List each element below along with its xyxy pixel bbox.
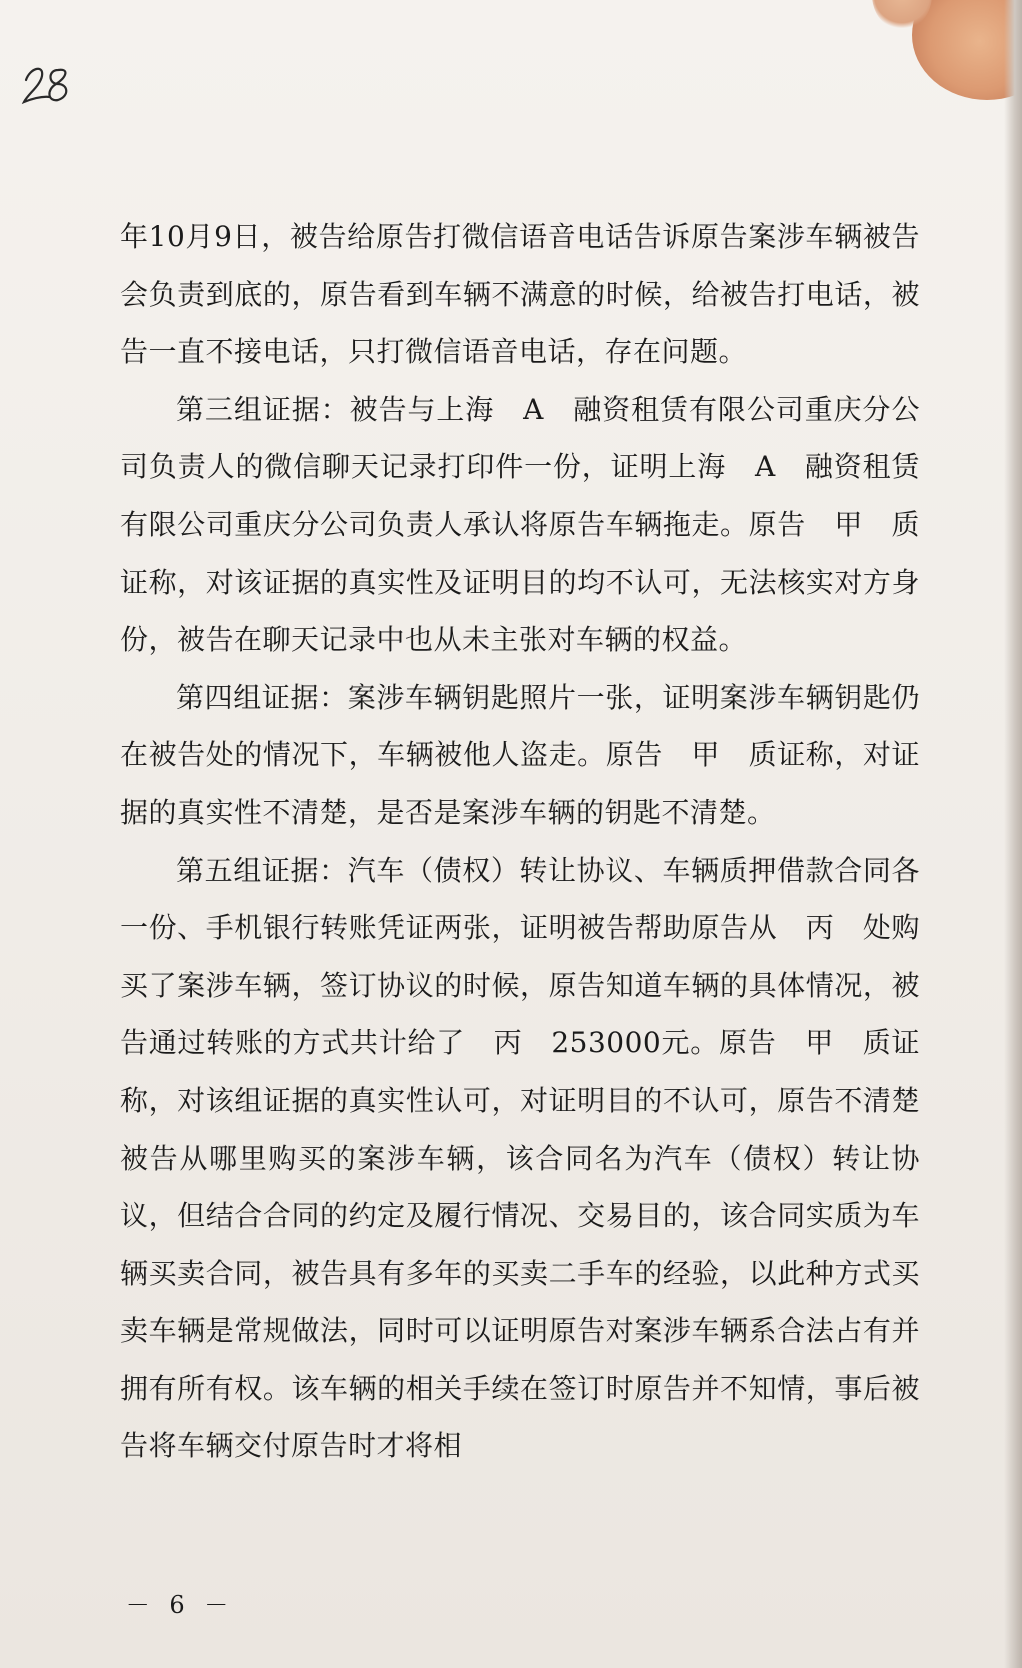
document-body — [120, 208, 920, 1475]
paragraph-evidence-3: 第三组证据：被告与上海 A 融资租赁有限公司重庆分公司负责人的微信聊天记录打印件一份，证明上海 A 融资租赁有限公司重庆分公司负责人承认将原告车辆拖走。原告 甲 质证称，对该证据的真实性及证明目的均不认可，无法核实对方身份，被告在聊天记录中也从未主张对车辆的权益。 — [120, 392, 920, 657]
page-number: － 6 － — [125, 1591, 235, 1619]
paragraph-evidence-4: 第四组证据：案涉车辆钥匙照片一张，证明案涉车辆钥匙仍在被告处的情况下，车辆被他人盗走。原告 甲 质证称，对证据的真实性不清楚，是否是案涉车辆的钥匙不清楚。 — [120, 680, 920, 829]
handwritten-page-mark — [12, 40, 82, 110]
paragraph-evidence-5: 第五组证据：汽车（债权）转让协议、车辆质押借款合同各一份、手机银行转账凭证两张，证明被告帮助原告从 丙 处购买了案涉车辆，签订协议的时候，原告知道车辆的具体情况，被告通过转账的方式共计给了 丙 253000元。原告 甲 质证称，对该组证据的真实性认可，对证明目的不认可，原告不清楚被告从哪里购买的案涉车辆，该合同名为汽车（债权）转让协议，但结合合同的约定及履行情况、交易目的，该合同实质为车辆买卖合同，被告具有多年的买卖二手车的经验，以此种方式买卖车辆是常规做法，同时可以证明原告对案涉车辆系合法占有并拥有所有权。该车辆的相关手续在签订时原告并不知情，事后被告将车辆交付原告时才将相 — [120, 853, 920, 1463]
page-edge-shadow — [1004, 0, 1022, 1668]
paragraph-continued: 年10月9日，被告给原告打微信语音电话告诉原告案涉车辆被告会负责到底的，原告看到车辆不满意的时候，给被告打电话，被告一直不接电话，只打微信语音电话，存在问题。 — [120, 220, 920, 369]
